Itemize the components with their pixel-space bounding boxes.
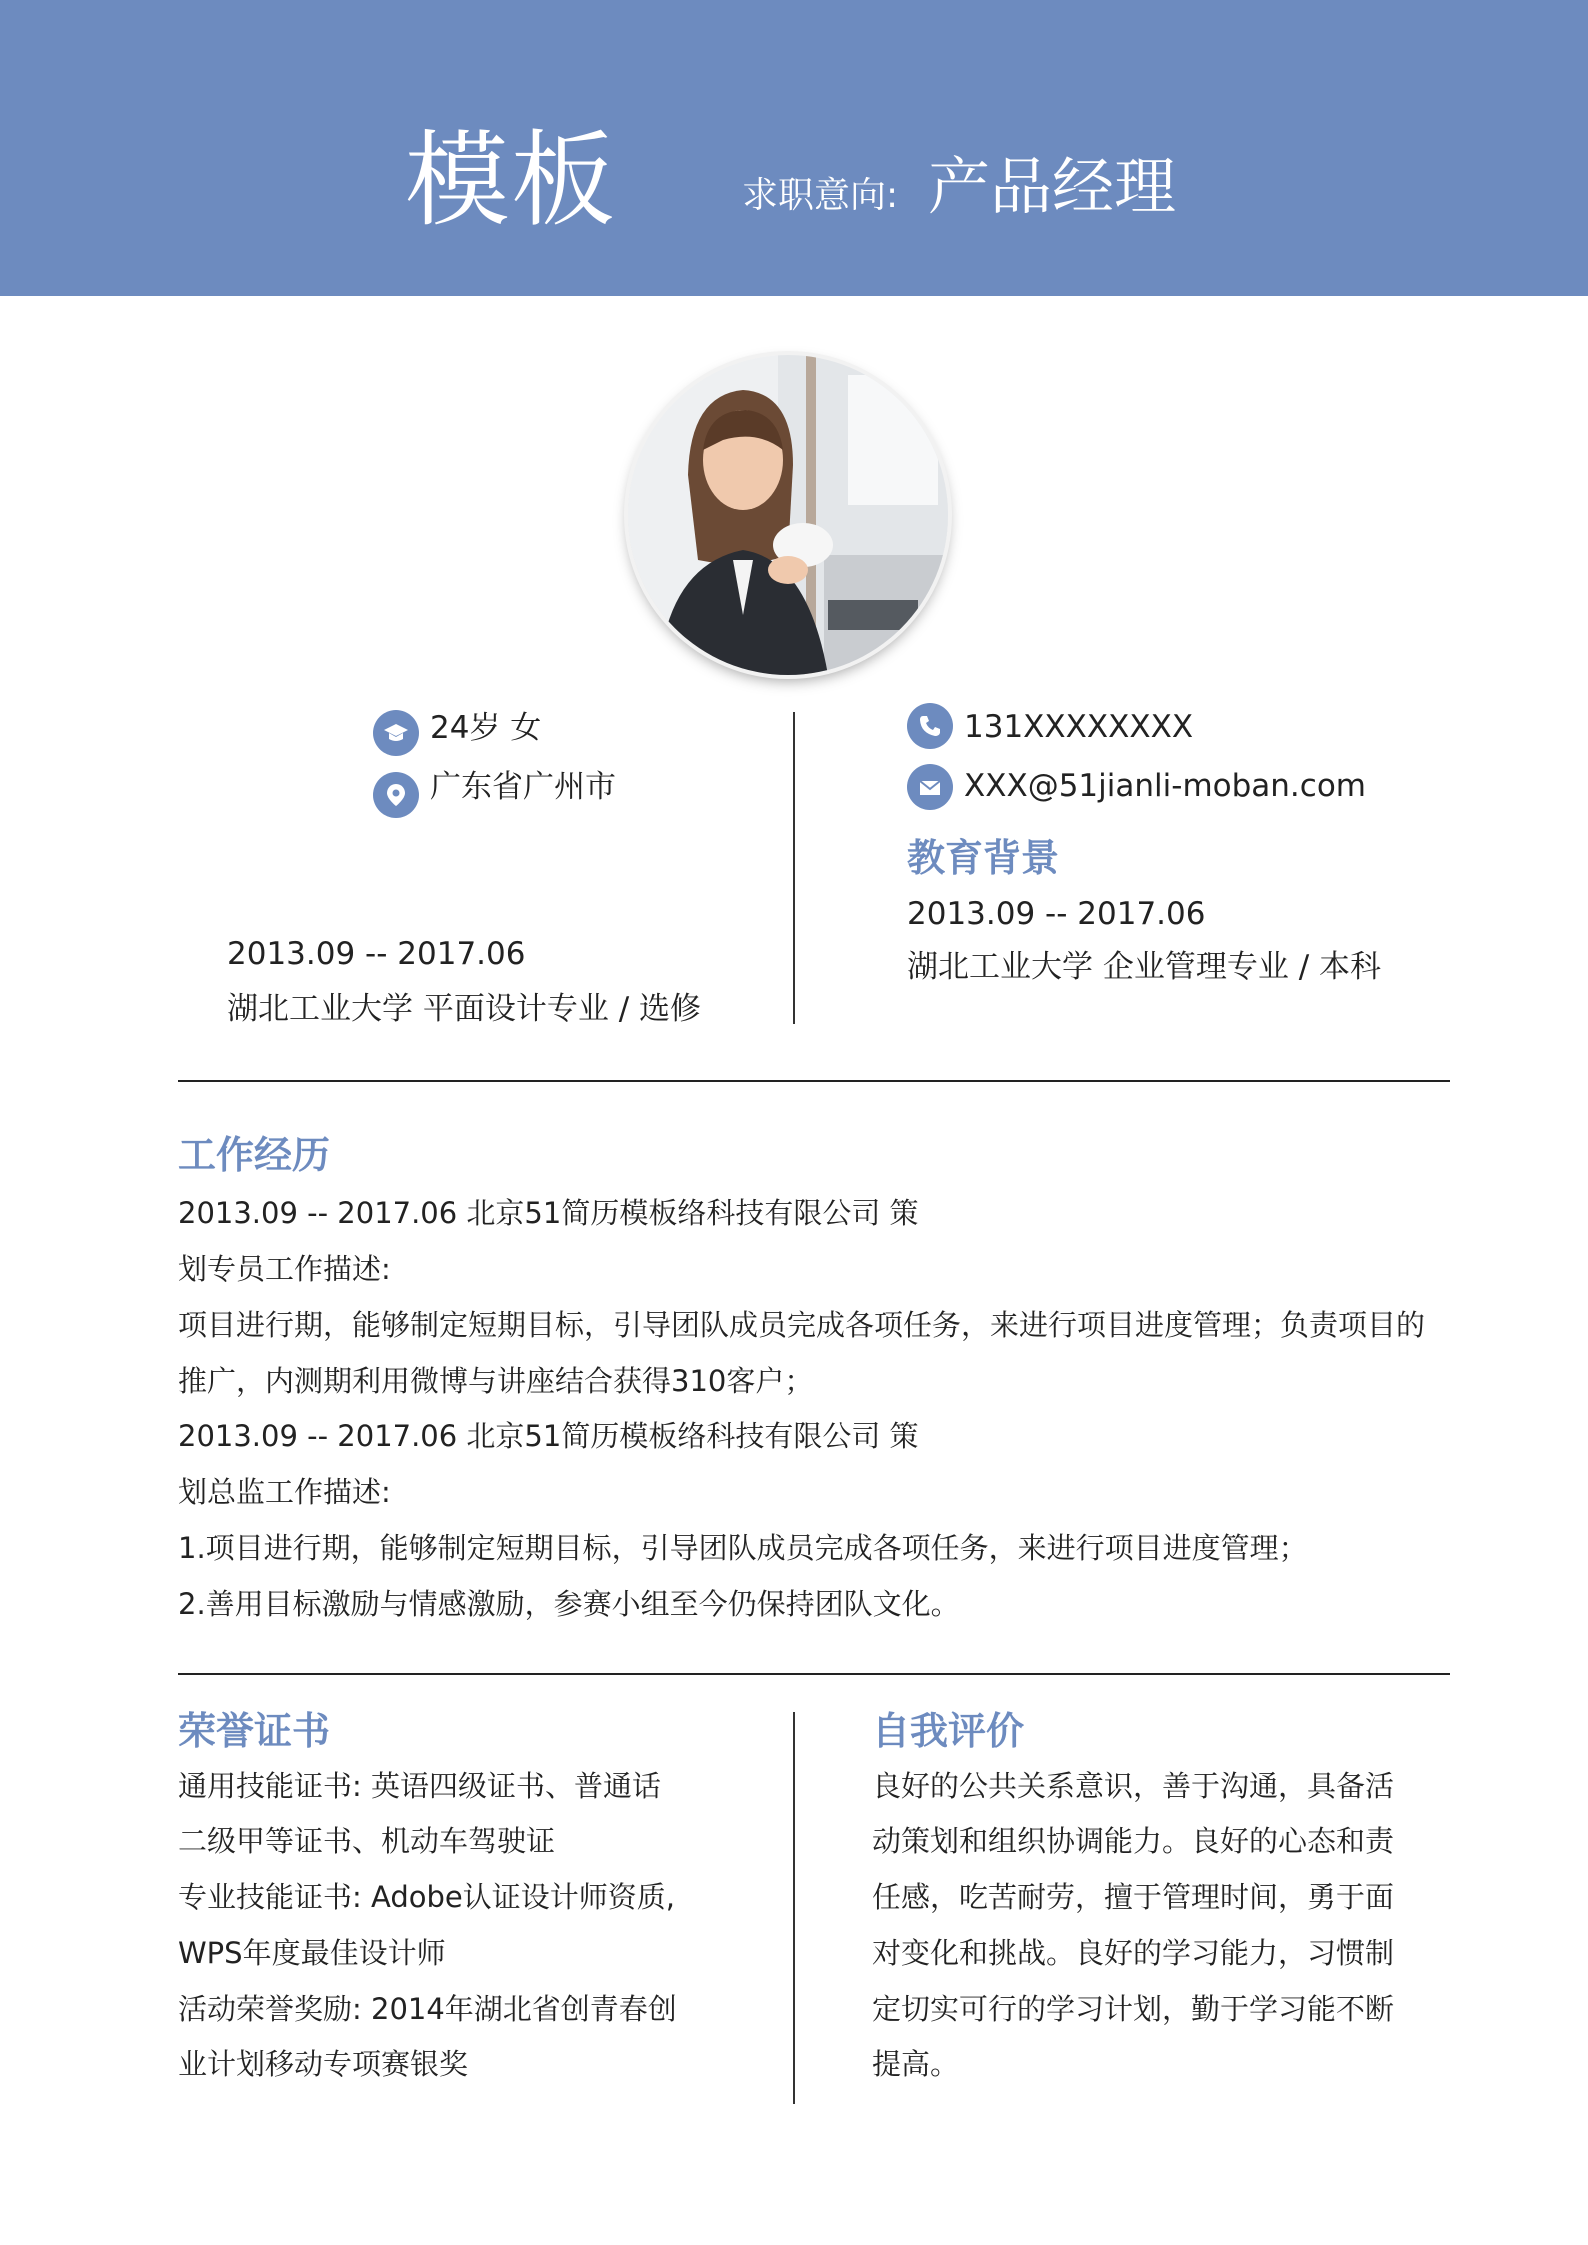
mail-icon [907, 764, 953, 810]
honors-line: 活动荣誉奖励: 2014年湖北省创青春创 [178, 1992, 677, 2026]
work-line: 划总监工作描述: [178, 1475, 391, 1509]
self-eval-line: 对变化和挑战。良好的学习能力，习惯制 [872, 1936, 1395, 1970]
work-line: 划专员工作描述: [178, 1252, 391, 1286]
age-gender: 24岁 女 [430, 710, 542, 746]
honors-line: WPS年度最佳设计师 [178, 1936, 446, 1970]
honors-line: 业计划移动专项赛银奖 [178, 2047, 469, 2081]
self-eval-title: 自我评价 [872, 1709, 1025, 1753]
phone-icon [907, 703, 953, 749]
education-right-period: 2013.09 -- 2017.06 [907, 896, 1206, 932]
self-eval-line: 提高。 [872, 2047, 960, 2081]
work-line: 项目进行期，能够制定短期目标，引导团队成员完成各项任务，来进行项目进度管理；负责项目的 [178, 1308, 1426, 1342]
work-line: 推广，内测期利用微博与讲座结合获得310客户； [178, 1364, 814, 1398]
honors-line: 通用技能证书: 英语四级证书、普通话 [178, 1769, 661, 1803]
section-divider-2 [178, 1673, 1450, 1675]
education-title: 教育背景 [907, 836, 1060, 880]
work-line: 2.善用目标激励与情感激励，参赛小组至今仍保持团队文化。 [178, 1587, 960, 1621]
education-left-period: 2013.09 -- 2017.06 [227, 936, 526, 972]
candidate-name: 模板 [405, 119, 618, 241]
graduation-cap-icon [373, 710, 419, 756]
location-pin-icon [373, 772, 419, 818]
job-intent-value: 产品经理 [928, 150, 1177, 223]
job-intent-label: 求职意向: [742, 175, 899, 216]
work-line: 1.项目进行期，能够制定短期目标，引导团队成员完成各项任务，来进行项目进度管理； [178, 1531, 1308, 1565]
self-eval-line: 良好的公共关系意识，善于沟通，具备活 [872, 1769, 1395, 1803]
location: 广东省广州市 [430, 769, 616, 805]
self-eval-line: 定切实可行的学习计划，勤于学习能不断 [872, 1992, 1395, 2026]
honors-title: 荣誉证书 [178, 1709, 331, 1753]
profile-photo [628, 355, 948, 675]
top-column-divider [793, 712, 795, 1024]
work-title: 工作经历 [178, 1133, 331, 1177]
self-eval-line: 任感，吃苦耐劳，擅于管理时间，勇于面 [872, 1880, 1395, 1914]
education-right-detail: 湖北工业大学 企业管理专业 / 本科 [907, 949, 1382, 985]
work-line: 2013.09 -- 2017.06 北京51简历模板络科技有限公司 策 [178, 1419, 919, 1453]
phone-number: 131XXXXXXXX [964, 709, 1194, 745]
section-divider-1 [178, 1080, 1450, 1082]
self-eval-line: 动策划和组织协调能力。良好的心态和责 [872, 1824, 1395, 1858]
bottom-column-divider [793, 1712, 795, 2104]
education-left-detail: 湖北工业大学 平面设计专业 / 选修 [227, 991, 702, 1027]
header-banner [0, 0, 1588, 296]
work-line: 2013.09 -- 2017.06 北京51简历模板络科技有限公司 策 [178, 1196, 919, 1230]
honors-line: 专业技能证书: Adobe认证设计师资质, [178, 1880, 675, 1914]
honors-line: 二级甲等证书、机动车驾驶证 [178, 1824, 556, 1858]
email-address: XXX@51jianli-moban.com [964, 768, 1366, 804]
